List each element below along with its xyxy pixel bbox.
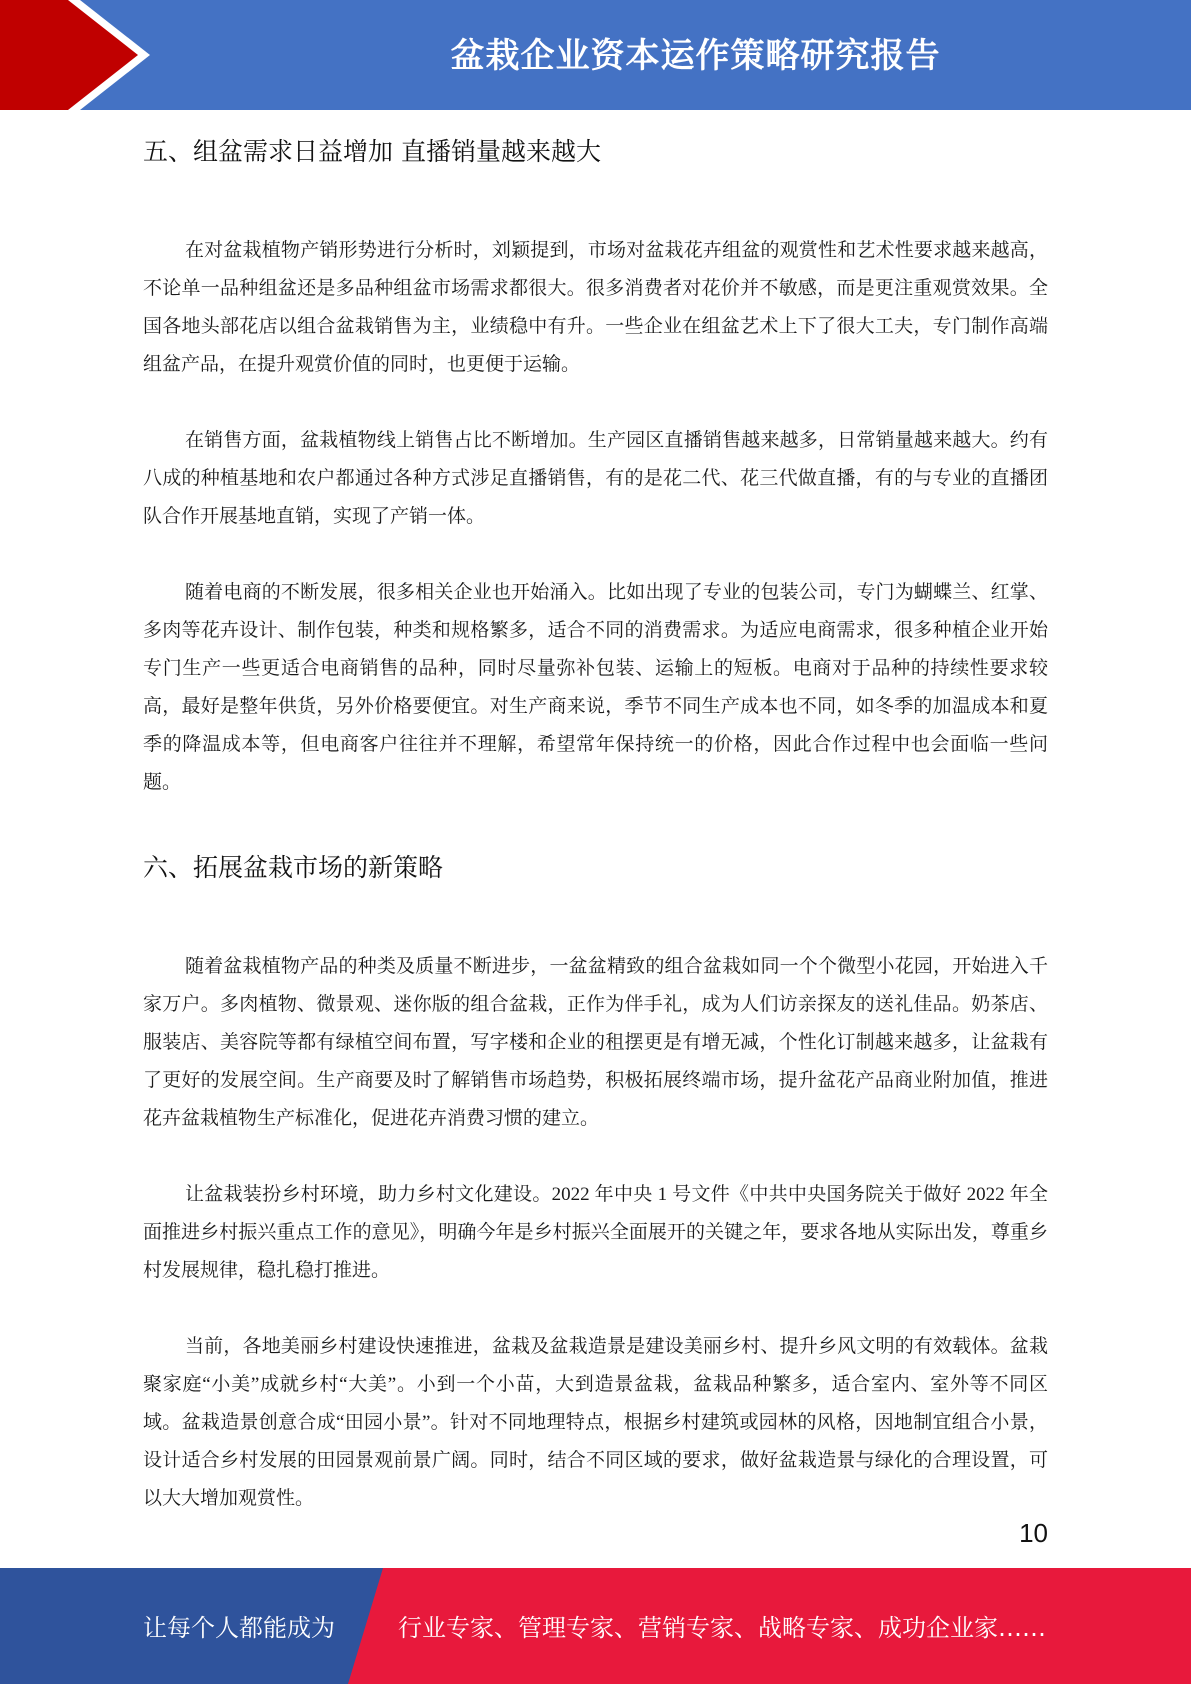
page-footer bbox=[0, 1568, 1191, 1684]
header-chevron-decoration bbox=[0, 0, 140, 110]
footer-slogan-left: 让每个人都能成为 bbox=[143, 1614, 335, 1642]
section-title-6: 六、拓展盆栽市场的新策略 bbox=[143, 853, 444, 882]
paragraph: 当前，各地美丽乡村建设快速推进，盆栽及盆栽造景是建设美丽乡村、提升乡风文明的有效载体。盆栽聚家庭“小美”成就乡村“大美”。小到一个小苗，大到造景盆栽，盆栽品种繁多，适合室内、室外等不同区域。盆栽造景创意合成“田园小景”。针对不同地理特点，根据乡村建筑或园林的风格，因地制宜组合小景，设计适合乡村发展的田园景观前景广阔。同时，结合不同区域的要求，做好盆栽造景与绿化的合理设置，可以大大增加观赏性。 bbox=[143, 1336, 1048, 1509]
paragraph: 在销售方面，盆栽植物线上销售占比不断增加。生产园区直播销售越来越多，日常销量越来越大。约有八成的种植基地和农户都通过各种方式涉足直播销售，有的是花二代、花三代做直播，有的与专业的直播团队合作开展基地直销，实现了产销一体。 bbox=[143, 430, 1048, 527]
report-title: 盆栽企业资本运作策略研究报告 bbox=[450, 36, 941, 76]
page-header bbox=[0, 0, 1191, 110]
page-number: 10 bbox=[1019, 1518, 1048, 1548]
paragraph: 让盆栽装扮乡村环境，助力乡村文化建设。2022 年中央 1 号文件《中共中央国务院关于做好 2022 年全面推进乡村振兴重点工作的意见》，明确今年是乡村振兴全面展开的关键之年，要求各地从实际出发，尊重乡村发展规律，稳扎稳打推进。 bbox=[143, 1184, 1048, 1281]
paragraph: 随着盆栽植物产品的种类及质量不断进步，一盆盆精致的组合盆栽如同一个个微型小花园，开始进入千家万户。多肉植物、微景观、迷你版的组合盆栽，正作为伴手礼，成为人们访亲探友的送礼佳品。奶茶店、服装店、美容院等都有绿植空间布置，写字楼和企业的租摆更是有增无减，个性化订制越来越多，让盆栽有了更好的发展空间。生产商要及时了解销售市场趋势，积极拓展终端市场，提升盆花产品商业附加值，推进花卉盆栽植物生产标准化，促进花卉消费习惯的建立。 bbox=[143, 956, 1048, 1129]
footer-slogan-right: 行业专家、管理专家、营销专家、战略专家、成功企业家…… bbox=[398, 1614, 1046, 1642]
document-body bbox=[143, 130, 1048, 1518]
paragraph: 在对盆栽植物产销形势进行分析时，刘颖提到，市场对盆栽花卉组盆的观赏性和艺术性要求越来越高，不论单一品种组盆还是多品种组盆市场需求都很大。很多消费者对花价并不敏感，而是更注重观赏效果。全国各地头部花店以组合盆栽销售为主，业绩稳中有升。一些企业在组盆艺术上下了很大工夫，专门制作高端组盆产品，在提升观赏价值的同时，也更便于运输。 bbox=[143, 240, 1048, 375]
paragraph: 随着电商的不断发展，很多相关企业也开始涌入。比如出现了专业的包装公司，专门为蝴蝶兰、红掌、多肉等花卉设计、制作包装，种类和规格繁多，适合不同的消费需求。为适应电商需求，很多种植企业开始专门生产一些更适合电商销售的品种，同时尽量弥补包装、运输上的短板。电商对于品种的持续性要求较高，最好是整年供货，另外价格要便宜。对生产商来说，季节不同生产成本也不同，如冬季的加温成本和夏季的降温成本等，但电商客户往往并不理解，希望常年保持统一的价格，因此合作过程中也会面临一些问题。 bbox=[143, 582, 1048, 793]
section-title-5: 五、组盆需求日益增加 直播销量越来越大 bbox=[143, 137, 601, 166]
